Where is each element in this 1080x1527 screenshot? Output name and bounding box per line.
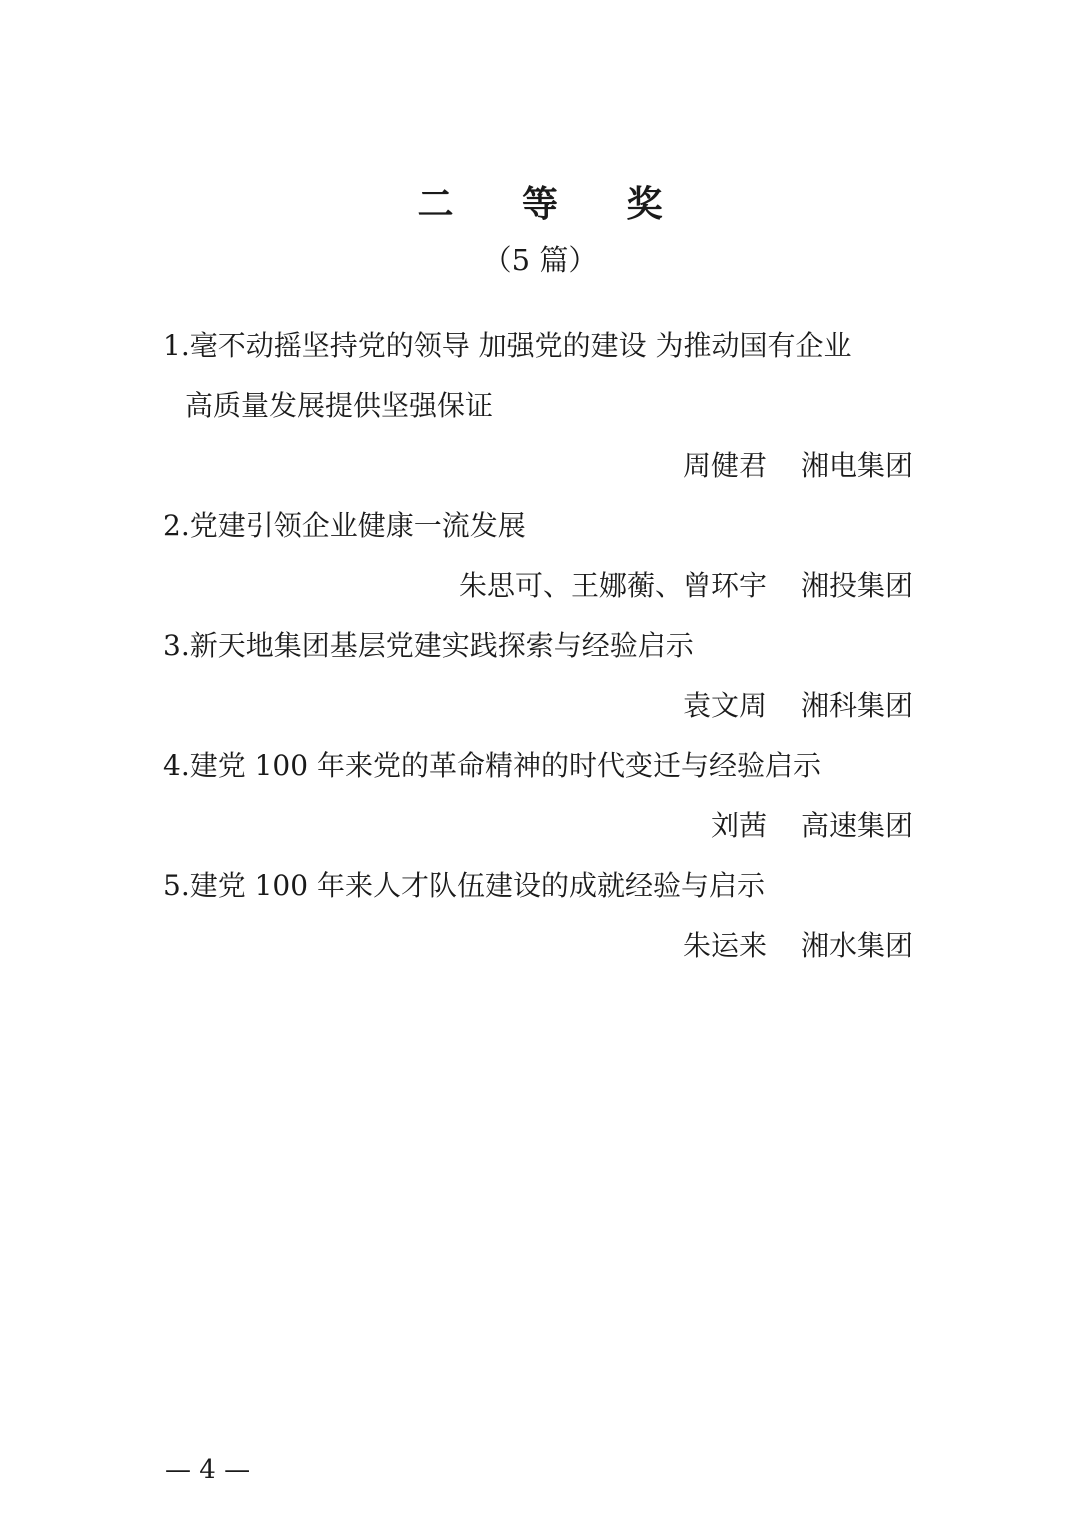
entry-4-author: 刘茜	[710, 809, 767, 842]
entry-1-title-line-1: 1.毫不动摇坚持党的领导 加强党的建设 为推动国有企业	[163, 329, 852, 362]
entry-1-title-line-2: 高质量发展提供坚强保证	[185, 389, 494, 422]
entry-4-organization: 高速集团	[800, 809, 913, 842]
entry-5-organization: 湘水集团	[800, 929, 913, 962]
entry-3-title: 3.新天地集团基层党建实践探索与经验启示	[163, 629, 694, 662]
entry-1-byline	[683, 446, 913, 486]
section-count: （5 篇）	[482, 243, 598, 277]
entry-2-author: 朱思可、王娜蘅、曾环宇	[458, 569, 767, 602]
entry-2-title: 2.党建引领企业健康一流发展	[163, 509, 526, 542]
entry-4-title: 4.建党 100 年来党的革命精神的时代变迁与经验启示	[163, 749, 821, 782]
entry-5-byline	[683, 926, 913, 966]
entry-2-byline	[459, 566, 913, 606]
page-number: — 4 —	[165, 1455, 251, 1485]
entry-5-author: 朱运来	[682, 929, 767, 962]
entry-1-organization: 湘电集团	[800, 449, 913, 482]
entry-2-organization: 湘投集团	[800, 569, 913, 602]
entry-3-author: 袁文周	[682, 689, 767, 722]
entry-1-author: 周健君	[682, 449, 767, 482]
entry-3-byline	[683, 686, 913, 726]
section-title: 二 等 奖	[417, 184, 691, 225]
entry-4-byline	[711, 806, 913, 846]
entry-3-organization: 湘科集团	[800, 689, 913, 722]
entry-5-title: 5.建党 100 年来人才队伍建设的成就经验与启示	[163, 869, 765, 902]
